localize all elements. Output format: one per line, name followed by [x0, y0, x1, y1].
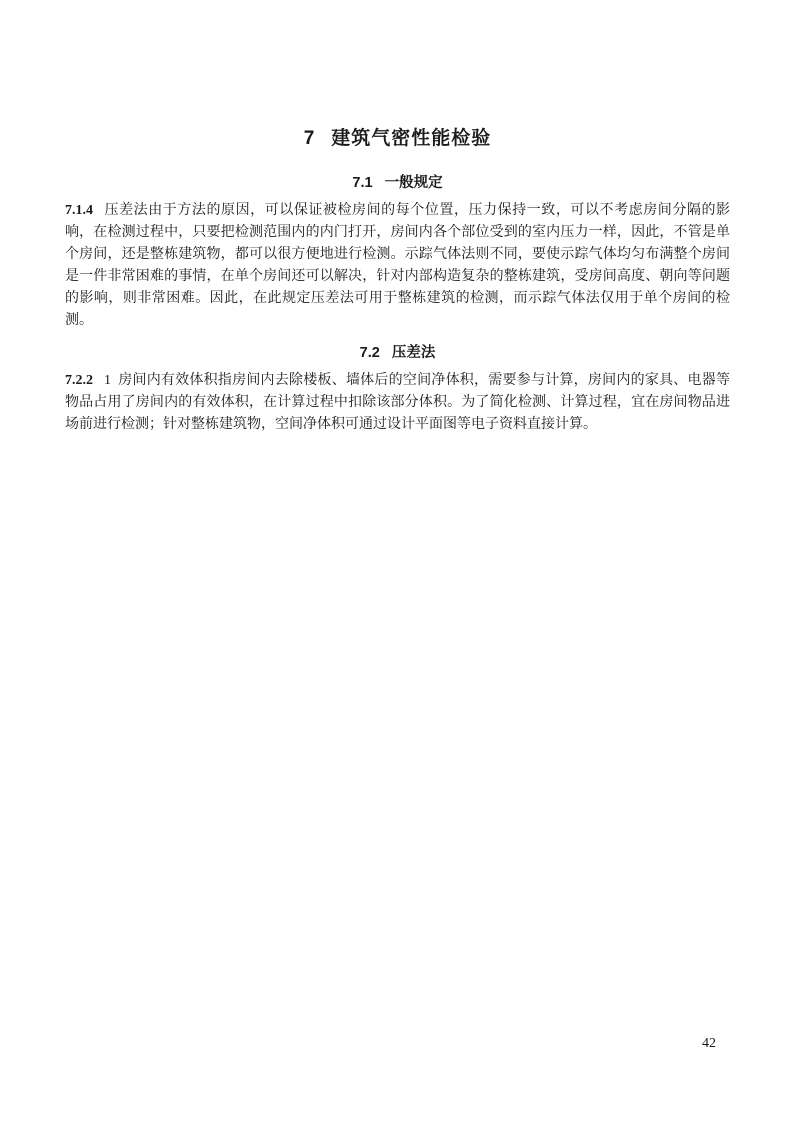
clause-text: 压差法由于方法的原因，可以保证被检房间的每个位置，压力保持一致，可以不考虑房间分隔的影响，在检测过程中，只要把检测范围内的内门打开，房间内各个部位受到的室内压力一样，因此，不管是单个房间，还是整栋建筑物，都可以很方便地进行检测。示踪气体法则不同，要使示踪气体均匀布满整个房间是一件非常困难的事情，在单个房间还可以解决，针对内部构造复杂的整栋建筑，受房间高度、朝向等问题的影响，则非常困难。因此，在此规定压差法可用于整栋建筑的检测，而示踪气体法仅用于单个房间的检测。: [65, 203, 730, 328]
clause-7-1-4: [65, 200, 730, 332]
chapter-name: 建筑气密性能检验: [331, 128, 492, 149]
section-7-2: [65, 345, 730, 436]
section-number: 7.2: [359, 345, 380, 361]
chapter-title: [65, 128, 730, 150]
clause-text: 房间内有效体积指房间内去除楼板、墙体后的空间净体积，需要参与计算，房间内的家具、电器等物品占用了房间内的有效体积，在计算过程中扣除该部分体积。为了简化检测、计算过程，宜在房间物品进场前进行检测；针对整栋建筑物，空间净体积可通过设计平面图等电子资料直接计算。: [65, 373, 730, 432]
section-title: 一般规定: [384, 175, 443, 191]
clause-label: 7.1.4: [65, 203, 93, 218]
section-title: 压差法: [391, 345, 436, 361]
section-number: 7.1: [352, 175, 373, 191]
clause-label: 7.2.2: [65, 373, 93, 388]
clause-7-2-2: [65, 370, 730, 436]
item-number: 1: [104, 373, 111, 388]
section-7-1: [65, 175, 730, 332]
page-number: 42: [702, 1036, 716, 1051]
chapter-number: 7: [303, 128, 315, 149]
section-heading-7-2: [65, 345, 730, 362]
section-heading-7-1: [65, 175, 730, 192]
